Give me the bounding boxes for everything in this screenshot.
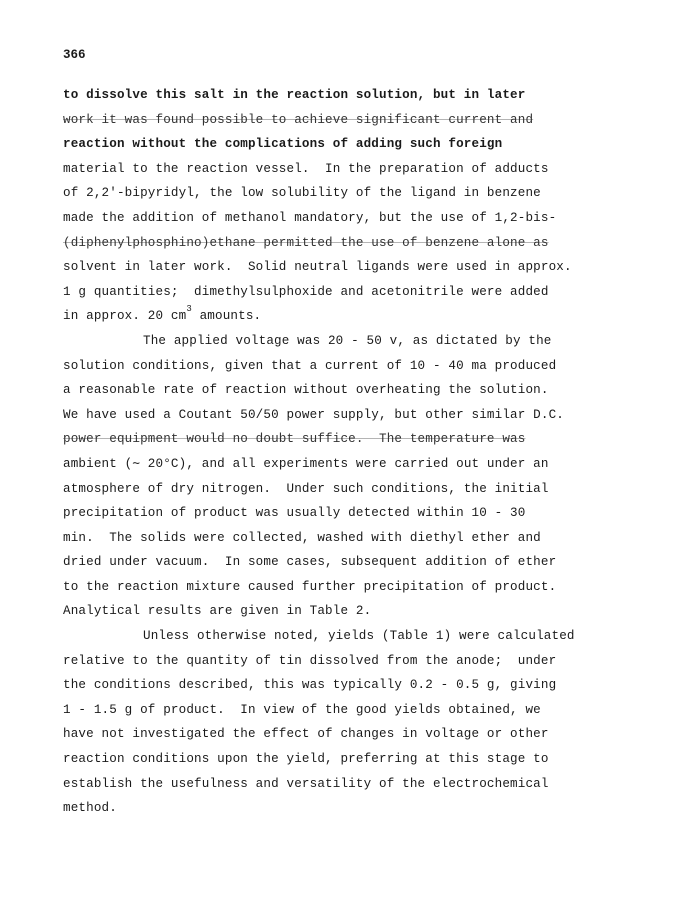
paragraph-start-line: Unless otherwise noted, yields (Table 1) were calculated xyxy=(143,629,575,644)
text-line: dried under vacuum. In some cases, subsequent addition of ether xyxy=(63,555,557,570)
text-line: to the reaction mixture caused further precipitation of product. xyxy=(63,579,557,594)
paragraph-start-line: The applied voltage was 20 - 50 v, as dictated by the xyxy=(143,333,552,348)
superscript: 3 xyxy=(186,304,192,315)
text-line: We have used a Coutant 50/50 power supply, but other similar D.C. xyxy=(63,407,564,422)
text-line: of 2,2'-bipyridyl, the low solubility of the ligand in benzene xyxy=(63,186,541,201)
text-line: to dissolve this salt in the reaction solution, but in later xyxy=(63,88,526,102)
text-line: 1 g quantities; dimethylsulphoxide and acetonitrile were added xyxy=(63,284,549,299)
text-line: have not investigated the effect of changes in voltage or other xyxy=(63,727,549,742)
text-line: power equipment would no doubt suffice. The temperature was xyxy=(63,432,526,447)
text-line: solvent in later work. Solid neutral ligands were used in approx. xyxy=(63,260,572,275)
text-line: (diphenylphosphino)ethane permitted the use of benzene alone as xyxy=(63,235,549,250)
text-fragment: in approx. 20 cm xyxy=(63,309,187,324)
text-line: material to the reaction vessel. In the preparation of adducts xyxy=(63,161,549,176)
text-line: made the addition of methanol mandatory, but the use of 1,2-bis- xyxy=(63,210,557,225)
text-line: relative to the quantity of tin dissolved from the anode; under xyxy=(63,653,557,668)
text-line: method. xyxy=(63,801,117,816)
text-line: a reasonable rate of reaction without overheating the solution. xyxy=(63,383,549,398)
text-line: work it was found possible to achieve significant current and xyxy=(63,112,534,127)
page-number: 366 xyxy=(63,48,86,62)
text-line: ambient (∼ 20°C), and all experiments were carried out under an xyxy=(63,456,549,471)
text-line: atmosphere of dry nitrogen. Under such conditions, the initial xyxy=(63,481,549,496)
text-line: Analytical results are given in Table 2. xyxy=(63,604,372,619)
text-line: min. The solids were collected, washed with diethyl ether and xyxy=(63,530,541,545)
text-line: solution conditions, given that a current of 10 - 40 ma produced xyxy=(63,358,557,373)
text-line: the conditions described, this was typically 0.2 - 0.5 g, giving xyxy=(63,678,557,693)
text-line xyxy=(63,304,663,329)
text-line: 1 - 1.5 g of product. In view of the good yields obtained, we xyxy=(63,702,541,717)
text-line: reaction conditions upon the yield, preferring at this stage to xyxy=(63,752,549,767)
body-text xyxy=(63,83,663,821)
text-fragment: amounts. xyxy=(191,309,262,324)
text-line: reaction without the complications of adding such foreign xyxy=(63,137,503,152)
text-line: precipitation of product was usually detected within 10 - 30 xyxy=(63,506,526,521)
text-line: establish the usefulness and versatility of the electrochemical xyxy=(63,776,549,791)
